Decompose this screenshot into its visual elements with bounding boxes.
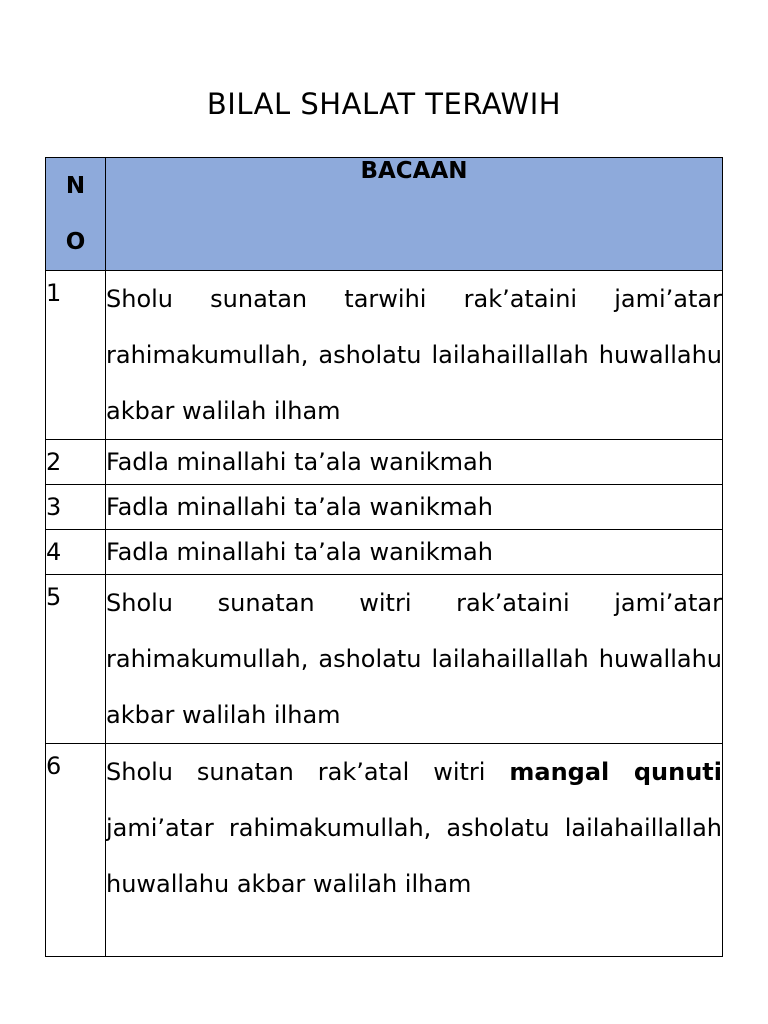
row-number: 6	[46, 744, 106, 957]
table-row	[46, 440, 723, 485]
row-number: 1	[46, 271, 106, 440]
header-no	[46, 158, 106, 271]
row-number: 4	[46, 530, 106, 575]
row-text-end: jami’atar rahimakumullah, asholatu lailahaillallah huwallahu akbar walilah ilham	[106, 814, 722, 898]
header-no-line1: N	[65, 173, 86, 199]
row-number: 3	[46, 485, 106, 530]
header-no-line2: O	[65, 229, 86, 255]
row-text-start: Sholu sunatan rak’atal witri	[106, 758, 510, 786]
header-bacaan: BACAAN	[106, 158, 723, 271]
row-text: Fadla minallahi ta’ala wanikmah	[106, 440, 723, 485]
table-row	[46, 271, 723, 440]
row-number: 5	[46, 575, 106, 744]
row-text: Fadla minallahi ta’ala wanikmah	[106, 530, 723, 575]
row-number: 2	[46, 440, 106, 485]
table-header-row	[46, 158, 723, 271]
table-row	[46, 744, 723, 957]
row-text	[106, 744, 723, 957]
table-row	[46, 575, 723, 744]
row-text: Sholu sunatan witri rak’ataini jami’atar rahimakumullah, asholatu lailahaillallah huwallahu akbar walilah ilham	[106, 575, 723, 744]
page-title: BILAL SHALAT TERAWIH	[206, 87, 562, 121]
table-row	[46, 485, 723, 530]
bacaan-table	[45, 157, 723, 957]
table-row	[46, 530, 723, 575]
row-text-bold: mangal qunuti	[509, 758, 722, 786]
row-text: Fadla minallahi ta’ala wanikmah	[106, 485, 723, 530]
row-text: Sholu sunatan tarwihi rak’ataini jami’atar rahimakumullah, asholatu lailahaillallah huwallahu akbar walilah ilham	[106, 271, 723, 440]
